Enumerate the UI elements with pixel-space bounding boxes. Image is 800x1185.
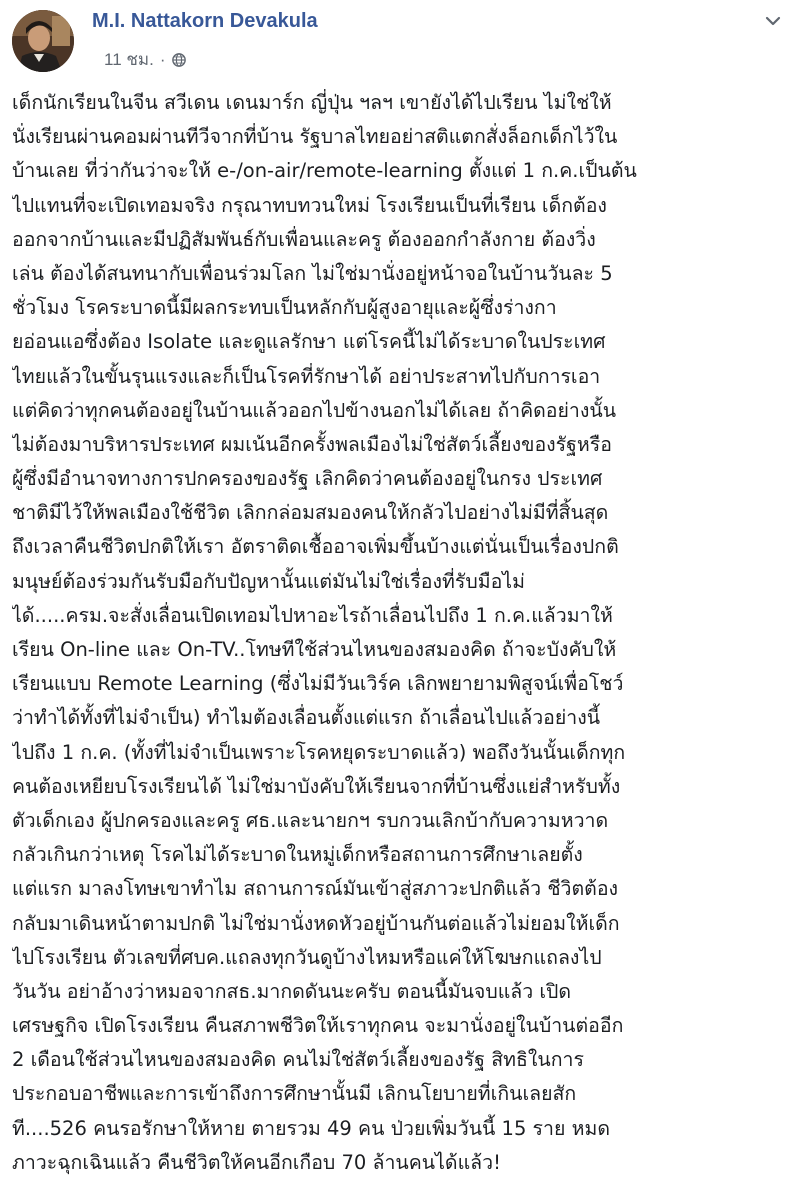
post-text-line: เด็กนักเรียนในจีน สวีเดน เดนมาร์ก ญี่ปุ่น ฯลฯ เขายังได้ไปเรียน ไม่ใช่ให้ — [12, 91, 612, 114]
post-text-line: เรียนแบบ Remote Learning (ซึ่งไม่มีวันเวิร์ค เลิกพยายามพิสูจน์เพื่อโชว์ — [12, 672, 624, 696]
post-text-line: ไปโรงเรียน ตัวเลขที่ศบค.แถลงทุกวันดูบ้างไหมหรือแค่ให้โฆษกแถลงไป — [12, 945, 602, 969]
post-text-line: ประกอบอาชีพและการเข้าถึงการศึกษานั้นมี เลิกนโยบายที่เกินเลยสัก — [12, 1082, 577, 1106]
post-text-line: นั่งเรียนผ่านคอมผ่านทีวีจากที่บ้าน รัฐบาลไทยอย่าสติแตกสั่งล็อกเด็กไว้ใน — [12, 125, 618, 149]
post-text-line: ตัวเด็กเอง ผู้ปกครองและครู ศธ.และนายกฯ รบกวนเลิกบ้ากับความหวาด — [12, 808, 609, 832]
post-text-line: เล่น ต้องได้สนทนากับเพื่อนร่วมโลก ไม่ใช่มานั่งอยู่หน้าจอในบ้านวันละ 5 — [12, 261, 613, 285]
author-name[interactable]: M.I. Nattakorn Devakula — [92, 10, 318, 32]
post-text-line: แต่คิดว่าทุกคนต้องอยู่ในบ้านแล้วออกไปข้างนอกไม่ได้เลย ถ้าคิดอย่างนั้น — [12, 398, 617, 422]
post-text-line: ไปแทนที่จะเปิดเทอมจริง กรุณาทบทวนใหม่ โรงเรียนเป็นที่เรียน เด็กต้อง — [12, 193, 607, 217]
post-text-line: เศรษฐกิจ เปิดโรงเรียน คืนสภาพชีวิตให้เราทุกคน จะมานั่งอยู่ในบ้านต่ออีก — [12, 1014, 624, 1038]
chevron-down-icon[interactable] — [762, 10, 784, 32]
avatar-photo-icon — [12, 10, 74, 72]
post-text-line: 2 เดือนใช้ส่วนไหนของสมองคิด คนไม่ใช่สัตว์เลี้ยงของรัฐ สิทธิในการ — [12, 1048, 584, 1072]
post-text-line: กลัวเกินกว่าเหตุ โรคไม่ได้ระบาดในหมู่เด็กหรือสถานการศึกษาเลยตั้ง — [12, 843, 583, 867]
post-header — [12, 8, 788, 74]
post-text-line: ชาติมีไว้ให้พลเมืองใช้ชีวิต เลิกกล่อมสมองคนให้กลัวไปอย่างไม่มีที่สิ้นสุด — [12, 501, 609, 525]
post-text-line: เรียน On-line และ On-TV..โทษทีใช้ส่วนไหนของสมองคิด ถ้าจะบังคับให้ — [12, 638, 617, 661]
post-text-line: ออกจากบ้านและมีปฏิสัมพันธ์กับเพื่อนและครู ต้องออกกำลังกาย ต้องวิ่ง — [12, 227, 596, 251]
globe-icon[interactable] — [172, 53, 186, 67]
avatar[interactable] — [12, 10, 74, 72]
post-text-line: คนต้องเหยียบโรงเรียนได้ ไม่ใช่มาบังคับให้เรียนจากที่บ้านซึ่งแย่สำหรับทั้ง — [12, 774, 621, 798]
post-text-line: ยอ่อนแอซึ่งต้อง Isolate และดูแลรักษา แต่โรคนี้ไม่ได้ระบาดในประเทศ — [12, 330, 606, 354]
post-text-line: กลับมาเดินหน้าตามปกติ ไม่ใช่มานั่งหดหัวอยู่บ้านกันต่อแล้วไม่ยอมให้เด็ก — [12, 911, 620, 935]
post-text-line: ไทยแล้วในขั้นรุนแรงและก็เป็นโรคที่รักษาได้ อย่าประสาทไปกับการเอา — [12, 364, 601, 388]
post-text-line: ถึงเวลาคืนชีวิตปกติให้เรา อัตราติดเชื้ออาจเพิ่มขึ้นบ้างแต่นั่นเป็นเรื่องปกติ — [12, 535, 619, 559]
post-text-line: ไปถึง 1 ก.ค. (ทั้งที่ไม่จำเป็นเพราะโรคหยุดระบาดแล้ว) พอถึงวันนั้นเด็กทุก — [12, 740, 626, 764]
post-text-line: ผู้ซึ่งมีอำนาจทางการปกครองของรัฐ เลิกคิดว่าคนต้องอยู่ในกรง ประเทศ — [12, 467, 603, 491]
post-text-line: ว่าทำได้ทั้งที่ไม่จำเป็น) ทำไมต้องเลื่อนตั้งแต่แรก ถ้าเลื่อนไปแล้วอย่างนี้ — [12, 706, 601, 730]
post-meta — [104, 46, 186, 73]
post-text-line: ได้.....ครม.จะสั่งเลื่อนเปิดเทอมไปหาอะไรถ้าเลื่อนไปถึง 1 ก.ค.แล้วมาให้ — [12, 603, 613, 627]
post-body — [12, 86, 788, 1180]
post-text-line: ภาวะฉุกเฉินแล้ว คืนชีวิตให้คนอีกเกือบ 70 ล้านคนได้แล้ว! — [12, 1150, 501, 1174]
post-text-line: บ้านเลย ที่ว่ากันว่าจะให้ e-/on-air/remote-learning ตั้งแต่ 1 ก.ค.เป็นต้น — [12, 159, 637, 183]
post-text-line: แต่แรก มาลงโทษเขาทำไม สถานการณ์มันเข้าสู่สภาวะปกติแล้ว ชีวิตต้อง — [12, 877, 619, 901]
post-text-line: ชั่วโมง โรคระบาดนี้มีผลกระทบเป็นหลักกับผู้สูงอายุและผู้ซึ่งร่างกา — [12, 296, 557, 320]
post-time[interactable]: 11 ชม. — [104, 50, 154, 69]
post-text-line: วันวัน อย่าอ้างว่าหมอจากสธ.มากดดันนะครับ ตอนนี้มันจบแล้ว เปิด — [12, 979, 572, 1003]
post-text-line: มนุษย์ต้องร่วมกันรับมือกับปัญหานั้นแต่มันไม่ใช่เรื่องที่รับมือไม่ — [12, 569, 525, 593]
meta-separator: · — [159, 49, 166, 69]
post-text-line: ไม่ต้องมาบริหารประเทศ ผมเน้นอีกครั้งพลเมืองไม่ใช่สัตว์เลี้ยงของรัฐหรือ — [12, 432, 612, 456]
post-text-line: ที....526 คนรอรักษาให้หาย ตายรวม 49 คน ป่วยเพิ่มวันนี้ 15 ราย หมด — [12, 1116, 610, 1140]
